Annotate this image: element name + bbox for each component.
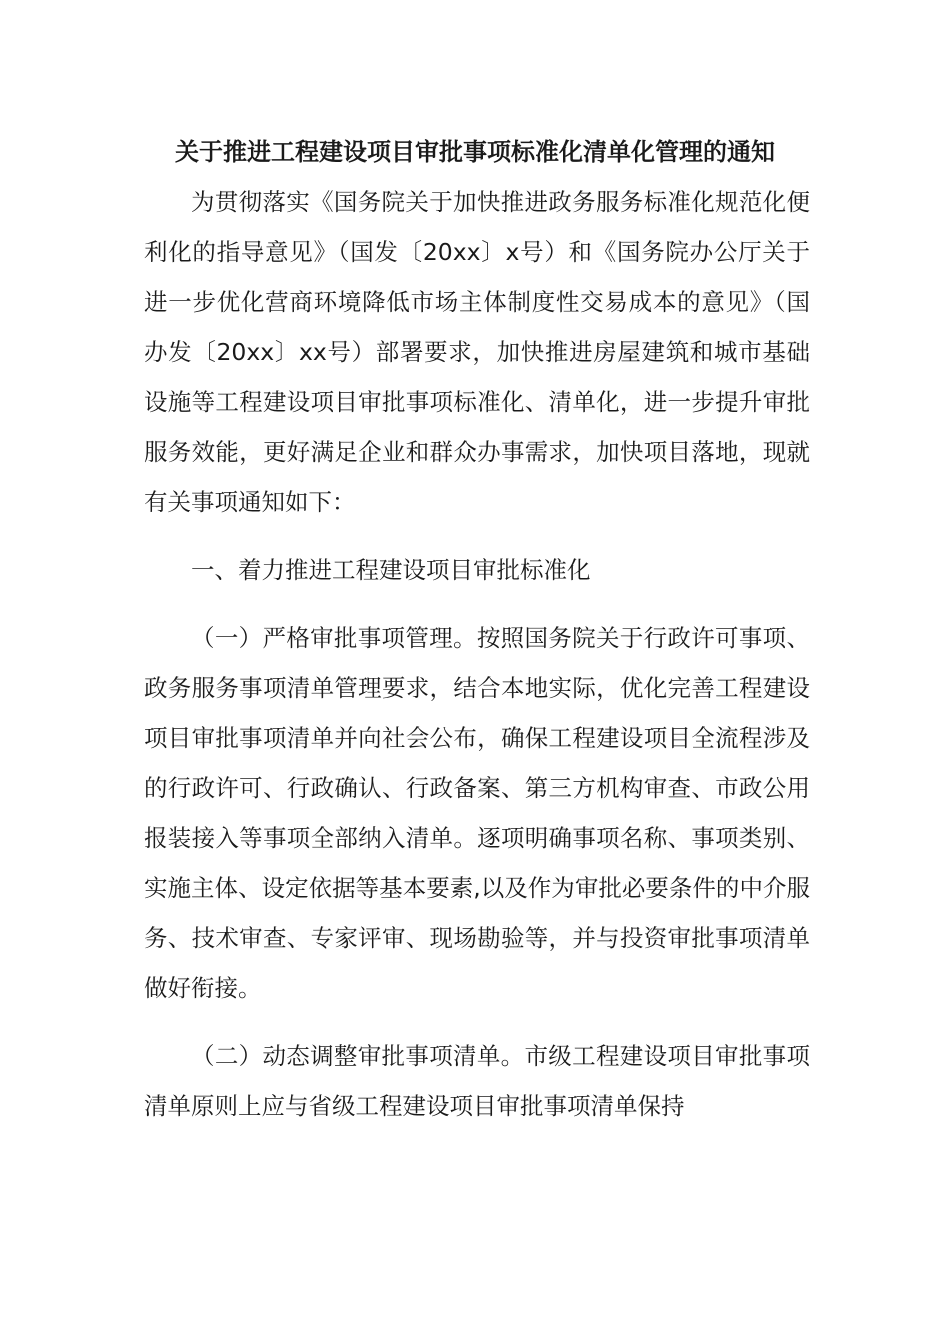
document-title: 关于推进工程建设项目审批事项标准化清单化管理的通知 <box>175 138 775 166</box>
intro-paragraph: 为贯彻落实《国务院关于加快推进政务服务标准化规范化便利化的指导意见》（国发〔20xx〕x号）和《国务院办公厅关于进一步优化营商环境降低市场主体制度性交易成本的意见》（国办发〔20xx〕xx号）部署要求，加快推进房屋建筑和城市基础设施等工程建设项目审批事项标准化、清单化，进一步提升审批服务效能，更好满足企业和群众办事需求，加快项目落地，现就有关事项通知如下： <box>144 188 810 516</box>
document-body <box>144 177 810 1131</box>
item-1-paragraph: （一）严格审批事项管理。按照国务院关于行政许可事项、政务服务事项清单管理要求，结合本地实际，优化完善工程建设项目审批事项清单并向社会公布，确保工程建设项目全流程涉及的行政许可、行政确认、行政备案、第三方机构审查、市政公用报装接入等事项全部纳入清单。逐项明确事项名称、事项类别、实施主体、设定依据等基本要素,以及作为审批必要条件的中介服务、技术审查、专家评审、现场勘验等，并与投资审批事项清单做好衔接。 <box>144 624 810 1002</box>
item-2-paragraph: （二）动态调整审批事项清单。市级工程建设项目审批事项清单原则上应与省级工程建设项目审批事项清单保持 <box>144 1042 810 1120</box>
section-heading: 一、着力推进工程建设项目审批标准化 <box>191 556 591 584</box>
